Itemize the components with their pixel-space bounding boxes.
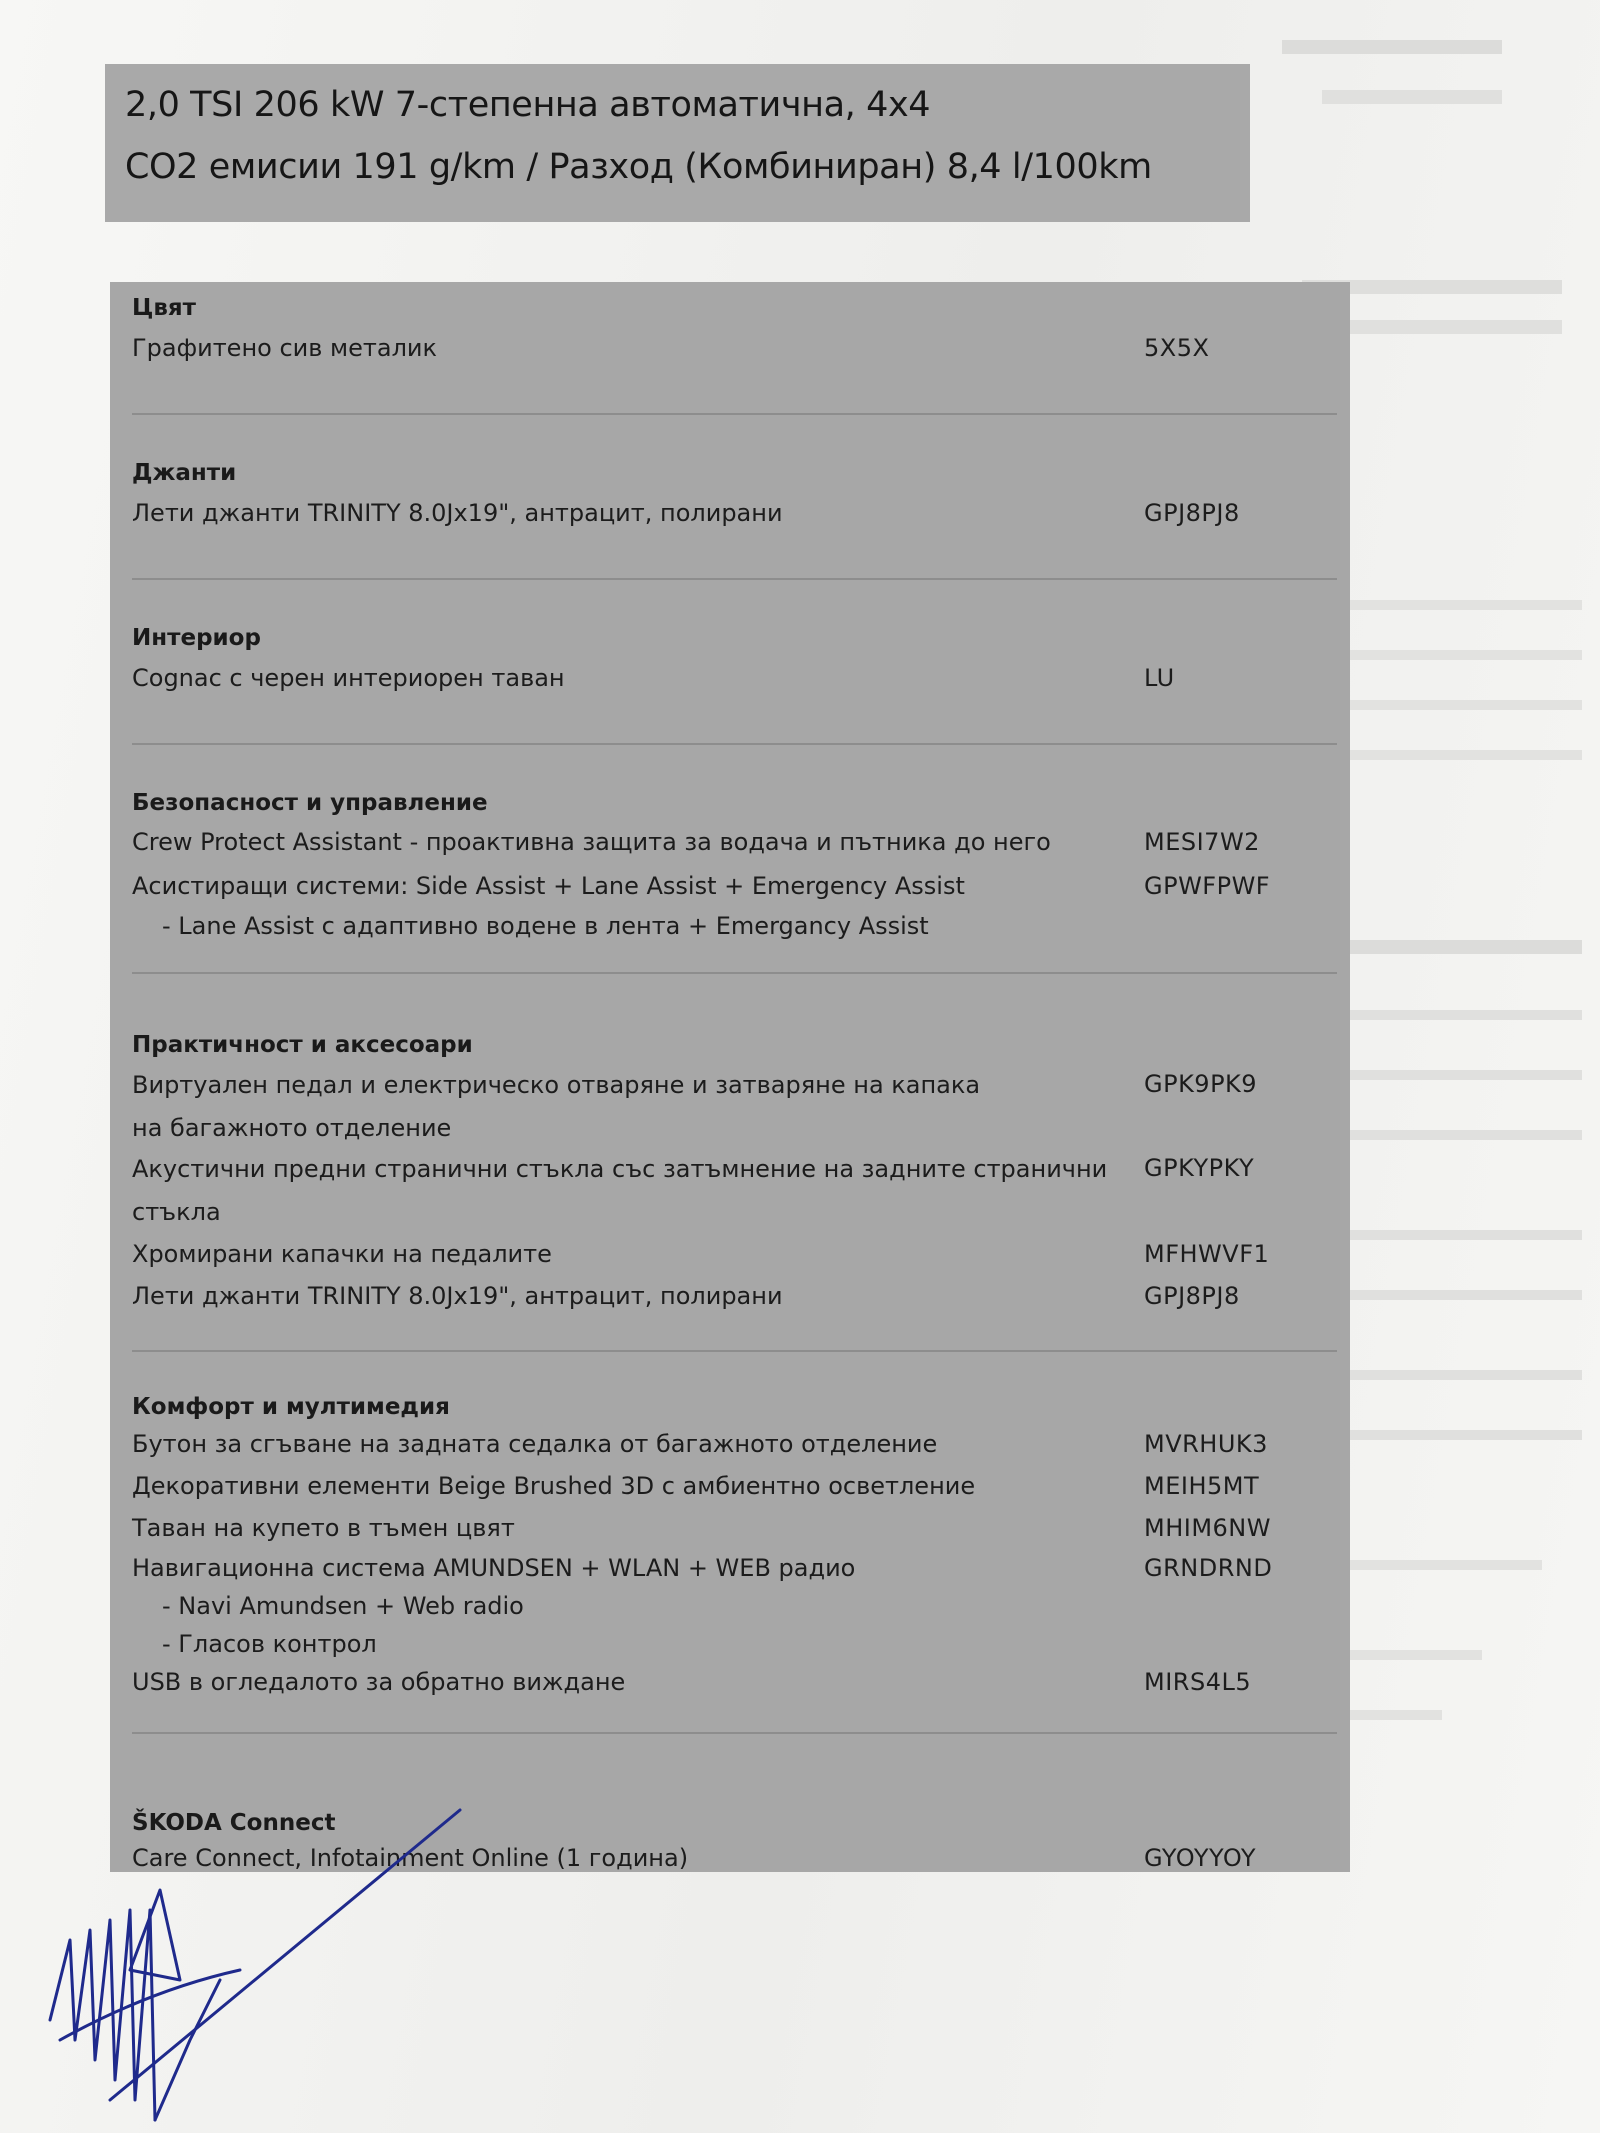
handwritten-signature — [30, 1740, 530, 2133]
spec-label: Декоративни елементи Beige Brushed 3D с амбиентно осветление — [132, 1472, 976, 1500]
section-title: Джанти — [132, 460, 237, 486]
spec-code: LU — [1144, 664, 1175, 692]
spec-sub-item: - Navi Amundsen + Web radio — [162, 1592, 524, 1620]
spec-label: Таван на купето в тъмен цвят — [132, 1514, 515, 1542]
engine-title: 2,0 TSI 206 kW 7-степенна автоматична, 4x4 — [125, 85, 931, 125]
section-divider — [132, 578, 1337, 580]
spec-sub-item: - Lane Assist с адаптивно водене в лента + Emergancy Assist — [162, 912, 929, 940]
spec-code: GYOYYOY — [1144, 1844, 1257, 1872]
spec-code: MESI7W2 — [1144, 828, 1260, 856]
spec-label: Бутон за сгъване на задната седалка от багажното отделение — [132, 1430, 938, 1458]
section-divider — [132, 743, 1337, 745]
section-divider — [132, 972, 1337, 974]
spec-label: Навигационна система AMUNDSEN + WLAN + WEB радио — [132, 1554, 856, 1582]
spec-label: Графитено сив металик — [132, 334, 438, 362]
emissions-consumption: CO2 емисии 191 g/km / Разход (Комбиниран) 8,4 l/100km — [125, 147, 1152, 187]
section-title: Интериор — [132, 625, 261, 651]
spec-code: GPWFPWF — [1144, 872, 1271, 900]
section-divider — [132, 1350, 1337, 1352]
section-title: Практичност и аксесоари — [132, 1032, 473, 1058]
spec-label: Care Connect, Infotainment Online (1 година) — [132, 1844, 689, 1872]
section-divider — [132, 413, 1337, 415]
spec-code: GPJ8PJ8 — [1144, 1282, 1240, 1310]
spec-code: MIRS4L5 — [1144, 1668, 1252, 1696]
section-title: Комфорт и мултимедия — [132, 1394, 450, 1420]
spec-label: Виртуален педал и електрическо отваряне и затваряне на капака на багажното отделение — [132, 1071, 981, 1142]
spec-label: Cognac с черен интериорен таван — [132, 664, 565, 692]
section-divider — [132, 1732, 1337, 1734]
spec-label: Хромирани капачки на педалите — [132, 1240, 552, 1268]
spec-label: Лети джанти TRINITY 8.0Jx19", антрацит, полирани — [132, 1282, 783, 1310]
spec-label: Акустични предни странични стъкла със затъмнение на задните странични стъкла — [132, 1155, 1108, 1226]
spec-sub-item: - Гласов контрол — [162, 1630, 377, 1658]
section-title: Безопасност и управление — [132, 790, 488, 816]
spec-code: MFHWVF1 — [1144, 1240, 1270, 1268]
spec-code: GPJ8PJ8 — [1144, 499, 1240, 527]
spec-label: Лети джанти TRINITY 8.0Jx19", антрацит, полирани — [132, 499, 783, 527]
spec-code: GPKYPKY — [1144, 1154, 1255, 1182]
spec-code: MVRHUK3 — [1144, 1430, 1268, 1458]
section-title: ŠKODA Connect — [132, 1810, 336, 1836]
spec-label: USB в огледалото за обратно виждане — [132, 1668, 626, 1696]
spec-code: GPK9PK9 — [1144, 1070, 1258, 1098]
engine-header — [105, 64, 1250, 222]
section-title: Цвят — [132, 295, 196, 321]
spec-label: Crew Protect Assistant - проактивна защита за водача и пътника до него — [132, 828, 1051, 856]
specification-box — [110, 282, 1350, 1872]
spec-code: 5X5X — [1144, 334, 1210, 362]
spec-code: GRNDRND — [1144, 1554, 1273, 1582]
spec-code: MEIH5MT — [1144, 1472, 1260, 1500]
spec-code: MHIM6NW — [1144, 1514, 1271, 1542]
spec-label: Асистиращи системи: Side Assist + Lane Assist + Emergency Assist — [132, 872, 965, 900]
